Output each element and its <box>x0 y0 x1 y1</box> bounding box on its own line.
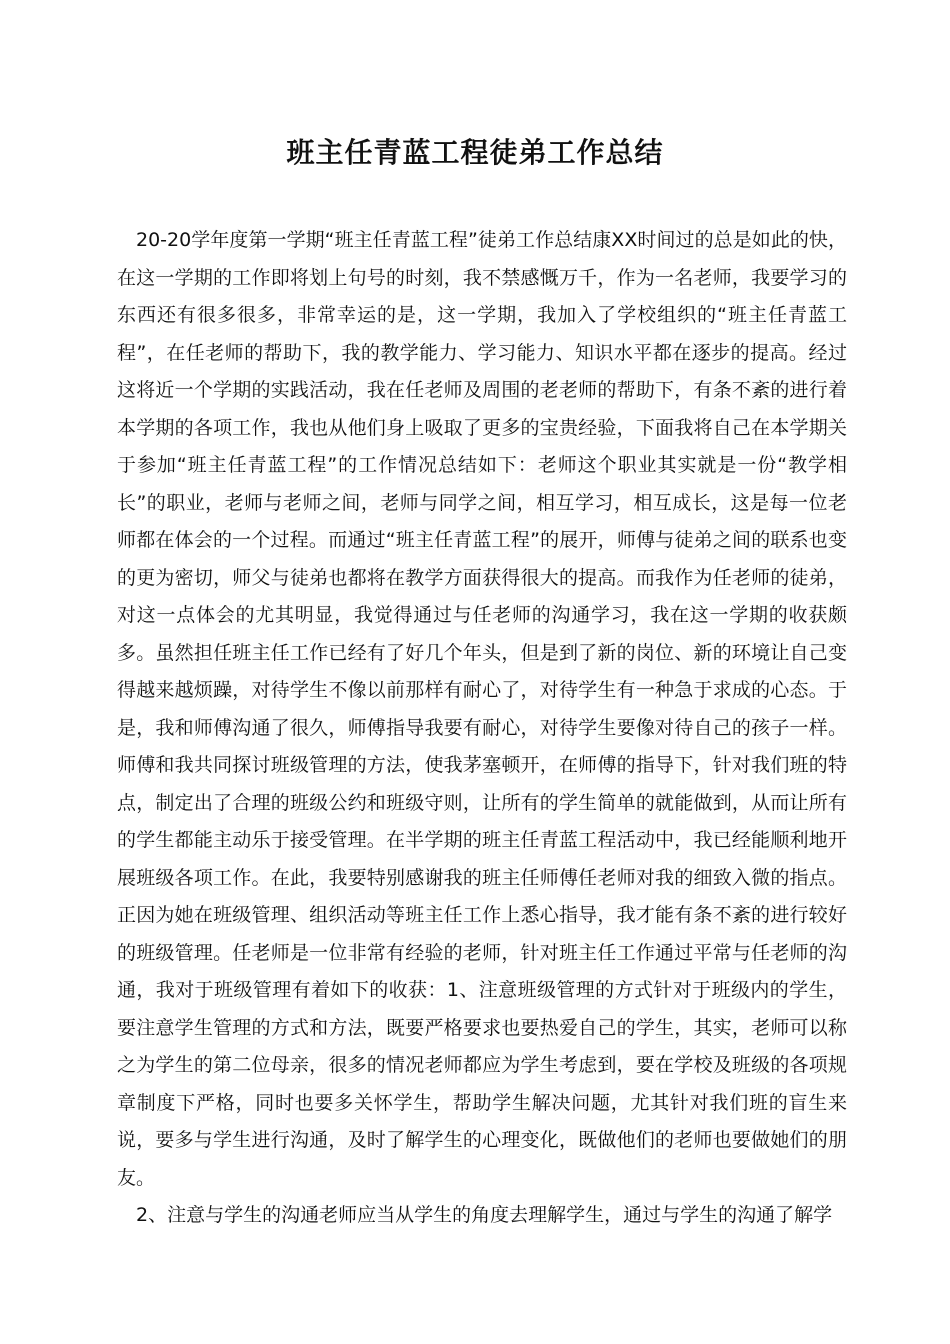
paragraph-2: 2、注意与学生的沟通老师应当从学生的角度去理解学生，通过与学生的沟通了解学 <box>136 1204 833 1226</box>
document-title: 班主任青蓝工程徒弟工作总结 <box>286 136 664 169</box>
document-body <box>117 222 847 1235</box>
paragraph-1: 20-20学年度第一学期“班主任青蓝工程”徒弟工作总结康XX时间过的总是如此的快，在这一学期的工作即将划上句号的时刻，我不禁感慨万千，作为一名老师，我要学习的东西还有很多很多，非常幸运的是，这一学期，我加入了学校组织的“班主任青蓝工程”，在任老师的帮助下，我的教学能力、学习能力、知识水平都在逐步的提高。经过这将近一个学期的实践活动，我在任老师及周围的老老师的帮助下，有条不紊的进行着本学期的各项工作，我也从他们身上吸取了更多的宝贵经验，下面我将自己在本学期关于参加“班主任青蓝工程”的工作情况总结如下：老师这个职业其实就是一份“教学相长”的职业，老师与老师之间，老师与同学之间，相互学习，相互成长，这是每一位老师都在体会的一个过程。而通过“班主任青蓝工程”的展开，师傅与徒弟之间的联系也变的更为密切，师父与徒弟也都将在教学方面获得很大的提高。而我作为任老师的徒弟，对这一点体会的尤其明显，我觉得通过与任老师的沟通学习，我在这一学期的收获颇多。虽然担任班主任工作已经有了好几个年头，但是到了新的岗位、新的环境让自己变得越来越烦躁，对待学生不像以前那样有耐心了，对待学生有一种急于求成的心态。于是，我和师傅沟通了很久，师傅指导我要有耐心，对待学生要像对待自己的孩子一样。师傅和我共同探讨班级管理的方法，使我茅塞顿开，在师傅的指导下，针对我们班的特点，制定出了合理的班级公约和班级守则，让所有的学生简单的就能做到，从而让所有的学生都能主动乐于接受管理。在半学期的班主任青蓝工程活动中，我已经能顺利地开展班级各项工作。在此，我要特别感谢我的班主任师傅任老师对我的细致入微的指点。正因为她在班级管理、组织活动等班主任工作上悉心指导，我才能有条不紊的进行较好的班级管理。任老师是一位非常有经验的老师，针对班主任工作通过平常与任老师的沟通，我对于班级管理有着如下的收获：1、注意班级管理的方式针对于班级内的学生，要注意学生管理的方式和方法，既要严格要求也要热爱自己的学生，其实，老师可以称之为学生的第二位母亲，很多的情况老师都应为学生考虑到，要在学校及班级的各项规章制度下严格，同时也要多关怀学生，帮助学生解决问题，尤其针对我们班的盲生来说，要多与学生进行沟通，及时了解学生的心理变化，既做他们的老师也要做她们的朋友。 <box>117 229 847 1189</box>
